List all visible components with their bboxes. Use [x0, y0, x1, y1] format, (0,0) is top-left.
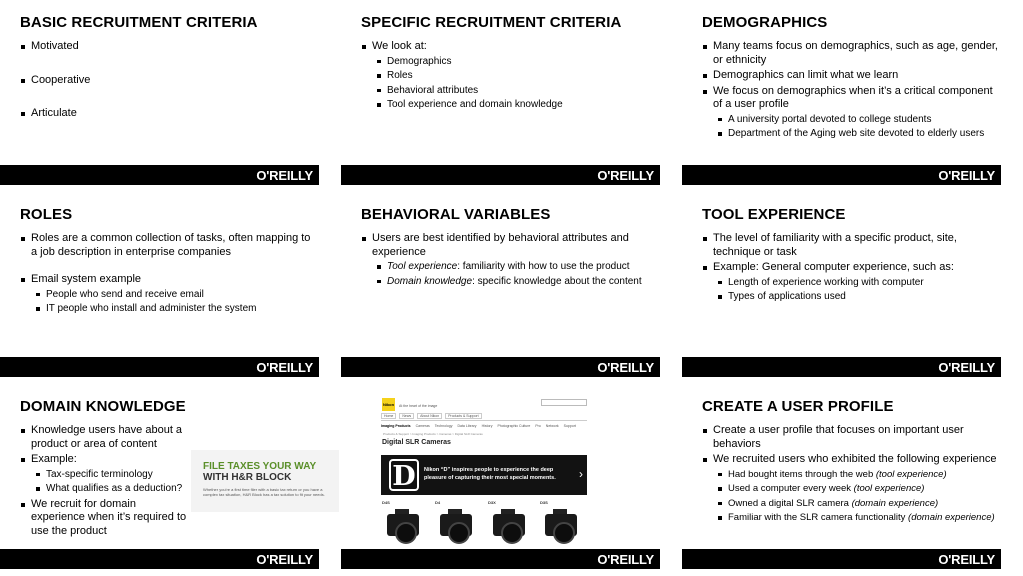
bullet: The level of familiarity with a specific product, site, technique or task [702, 232, 994, 259]
subnav-item: Cameras [415, 423, 430, 428]
camera-lens-icon [395, 522, 417, 544]
camera-lens-icon [501, 522, 523, 544]
nav-item: Products & Support [445, 413, 481, 419]
slide-title: CREATE A USER PROFILE [702, 398, 894, 415]
chevron-right-icon: › [579, 467, 583, 481]
bullet: Demographics can limit what we learn [702, 69, 1001, 83]
bullet: Cooperative [20, 74, 312, 88]
sub-bullet: Types of applications used [702, 291, 994, 304]
camera-label: D4 [435, 500, 441, 505]
camera-label: D3S [540, 500, 548, 505]
slide-body [702, 424, 1001, 527]
search-input [541, 399, 587, 406]
sub-bullet-text: Owned a digital SLR camera [728, 497, 852, 509]
sub-bullet: Demographics [361, 56, 653, 69]
oreilly-logo: O'REILLY [256, 167, 313, 183]
slide-body [20, 232, 312, 318]
nav-item: About Nikon [417, 413, 442, 419]
breadcrumb: Products & Support > Imaging Products > Cameras > Digital SLR Cameras [383, 432, 483, 436]
slide-title: ROLES [20, 206, 73, 223]
bullet: We recruit for domain experience when it’s required to use the product [20, 498, 190, 539]
slide-title: SPECIFIC RECRUITMENT CRITERIA [361, 14, 622, 31]
slide-footer [0, 549, 319, 569]
slide-footer [682, 549, 1001, 569]
camera-item [539, 500, 579, 550]
sub-bullet [702, 512, 1001, 525]
bullet: Email system example [20, 273, 312, 287]
bullet: Example: General computer experience, such as: [702, 261, 994, 275]
sub-bullet: Roles [361, 70, 653, 83]
oreilly-logo: O'REILLY [938, 551, 995, 567]
slide-roles[interactable] [0, 192, 319, 377]
emphasis: Tool experience [387, 261, 458, 272]
sub-bullet: IT people who install and administer the system [20, 303, 312, 316]
slide-body [361, 232, 653, 290]
nav-item: Home [381, 413, 396, 419]
d-logo-icon: D [389, 459, 419, 491]
slide-basic-recruitment-criteria[interactable] [0, 0, 319, 185]
slide-behavioral-variables[interactable] [341, 192, 660, 377]
sub-bullet: Department of the Aging web site devoted to elderly users [702, 128, 1001, 141]
oreilly-logo: O'REILLY [938, 167, 995, 183]
bullet: Create a user profile that focuses on important user behaviors [702, 424, 1001, 451]
sub-bullet: Behavioral attributes [361, 85, 653, 98]
slide-title: TOOL EXPERIENCE [702, 206, 846, 223]
nikon-nav [381, 412, 587, 421]
sub-bullet: Length of experience working with computer [702, 277, 994, 290]
bullet: We recruited users who exhibited the following experience [702, 453, 1001, 467]
camera-item [487, 500, 527, 550]
slide-footer [0, 357, 319, 377]
camera-label: D3X [488, 500, 496, 505]
slide-title: DOMAIN KNOWLEDGE [20, 398, 186, 415]
subnav-item: Data Library [457, 423, 477, 428]
sub-bullet [361, 276, 653, 289]
ad-body-text: Whether you're a first time filer with a basic tax return or you have a complex tax situation, H&R Block has a tax solution to fit your needs. [203, 487, 325, 497]
subnav-item: Pro [535, 423, 541, 428]
subnav-item: Photographic Culture [497, 423, 531, 428]
slide-body [702, 40, 1001, 143]
slide-body [20, 424, 190, 540]
sub-bullet: People who send and receive email [20, 289, 312, 302]
sub-bullet-text: Had bought items through the web [728, 468, 876, 480]
nikon-logo: Nikon [382, 398, 395, 411]
slide-footer [341, 165, 660, 185]
sub-bullet-text: : familiarity with how to use the product [457, 261, 630, 272]
slide-body [361, 40, 653, 114]
slide-specific-recruitment-criteria[interactable] [341, 0, 660, 185]
oreilly-logo: O'REILLY [256, 551, 313, 567]
hr-block-ad-image [191, 450, 339, 512]
slide-footer [0, 165, 319, 185]
slide-title: DEMOGRAPHICS [702, 14, 828, 31]
page-heading: Digital SLR Cameras [382, 439, 451, 446]
subnav-item: Support [563, 423, 576, 428]
ad-headline [203, 461, 316, 483]
slide-title: BASIC RECRUITMENT CRITERIA [20, 14, 258, 31]
bullet: Users are best identified by behavioral attributes and experience [361, 232, 653, 259]
camera-lens-icon [553, 522, 575, 544]
slide-title: BEHAVIORAL VARIABLES [361, 206, 551, 223]
sub-bullet-text: : specific knowledge about the content [472, 275, 642, 287]
emphasis: (domain experience) [908, 512, 995, 523]
emphasis: (tool experience) [875, 468, 947, 480]
sub-bullet: A university portal devoted to college students [702, 114, 1001, 127]
sub-bullet [702, 483, 1001, 496]
sub-bullet [702, 498, 1001, 511]
camera-list [381, 500, 587, 550]
bullet: Articulate [20, 107, 312, 121]
sub-bullet-text: Used a computer every week [728, 483, 854, 494]
nikon-web-screenshot [381, 392, 587, 552]
camera-label: D4S [382, 500, 390, 505]
ad-headline-line1: FILE TAXES YOUR WAY [203, 461, 317, 472]
sub-bullet: Tax-specific terminology [20, 469, 190, 482]
slide-demographics[interactable] [682, 0, 1001, 185]
promo-banner [381, 455, 587, 495]
sub-bullet: What qualifies as a deduction? [20, 483, 190, 496]
nikon-tagline: At the heart of the image [399, 404, 438, 408]
subnav-item: Technology [434, 423, 453, 428]
slide-footer [682, 165, 1001, 185]
bullet: We focus on demographics when it’s a critical component of a user profile [702, 85, 1001, 112]
emphasis: (domain experience) [851, 497, 939, 509]
slide-create-a-user-profile[interactable] [682, 384, 1001, 569]
camera-item [381, 500, 421, 550]
oreilly-logo: O'REILLY [597, 551, 654, 567]
sub-bullet [702, 469, 1001, 482]
banner-text: Nikon “D” inspires people to experience the deep pleasure of capturing their most special moments. [424, 467, 556, 481]
bullet: We look at: [361, 40, 653, 54]
subnav-item: History [481, 423, 493, 428]
ad-headline-line2: WITH H&R BLOCK [203, 472, 292, 483]
bullet: Example: [20, 453, 190, 467]
bullet: Many teams focus on demographics, such as age, gender, or ethnicity [702, 40, 1001, 67]
camera-lens-icon [448, 522, 470, 544]
bullet: Roles are a common collection of tasks, often mapping to a job description in enterprise companies [20, 232, 312, 259]
emphasis: Domain knowledge [387, 275, 473, 287]
slide-body [702, 232, 994, 306]
slide-footer [341, 549, 660, 569]
oreilly-logo: O'REILLY [256, 359, 313, 375]
sub-bullet-text: Familiar with the SLR camera functionality [728, 512, 909, 523]
oreilly-logo: O'REILLY [938, 359, 995, 375]
sub-bullet: Tool experience and domain knowledge [361, 99, 653, 112]
slide-tool-experience[interactable] [682, 192, 1001, 377]
oreilly-logo: O'REILLY [597, 167, 654, 183]
slide-footer [682, 357, 1001, 377]
slide-body [20, 40, 312, 123]
slide-nikon-example[interactable] [341, 384, 660, 569]
slide-footer [341, 357, 660, 377]
slide-domain-knowledge[interactable] [0, 384, 340, 569]
bullet: Motivated [20, 40, 312, 54]
nav-item: News [399, 413, 414, 419]
bullet: Knowledge users have about a product or area of content [20, 424, 190, 451]
camera-item [434, 500, 474, 550]
emphasis: (tool experience) [853, 483, 925, 494]
oreilly-logo: O'REILLY [597, 359, 654, 375]
subnav-item: Network [545, 423, 559, 428]
sub-bullet [361, 261, 653, 274]
subnav-item: Imaging Products [381, 423, 411, 428]
nikon-subnav [381, 422, 587, 429]
